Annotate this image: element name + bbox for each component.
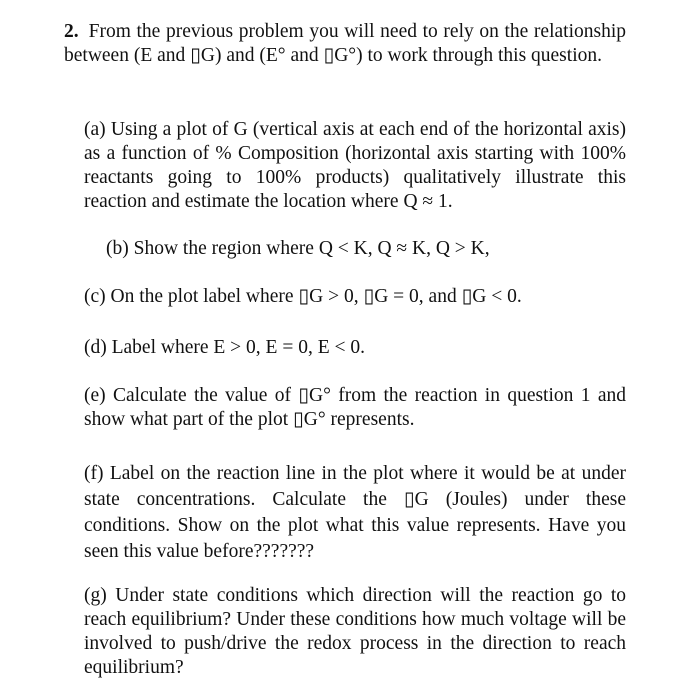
question-intro-text: From the previous problem you will need to rely on the relationship between (E and ▯G) and (E° and ▯G°) to work through this question. (64, 21, 626, 66)
part-g: (g) Under state conditions which direction will the reaction go to reach equilibrium? Under these conditions how much voltage will be involved to push/drive the redox process in the direction to reach equilibrium? (84, 585, 626, 678)
part-d: (d) Label where E > 0, E = 0, E < 0. (84, 337, 365, 358)
part-f: (f) Label on the reaction line in the plot where it would be at under state concentrations. Calculate the ▯G (Joules) under these conditions. Show on the plot what this value represents. Have you seen this value before??????? (84, 463, 626, 562)
part-e: (e) Calculate the value of ▯G° from the reaction in question 1 and show what part of the plot ▯G° represents. (84, 385, 626, 430)
part-c: (c) On the plot label where ▯G > 0, ▯G = 0, and ▯G < 0. (84, 286, 522, 307)
part-a: (a) Using a plot of G (vertical axis at each end of the horizontal axis) as a function of % Composition (horizontal axis starting with 100% reactants going to 100% products) qualitatively illustrate this reaction and estimate the location where Q ≈ 1. (84, 119, 626, 212)
question-intro (64, 20, 626, 68)
question-number: 2. (64, 21, 79, 42)
part-b: (b) Show the region where Q < K, Q ≈ K, Q > K, (106, 238, 490, 259)
